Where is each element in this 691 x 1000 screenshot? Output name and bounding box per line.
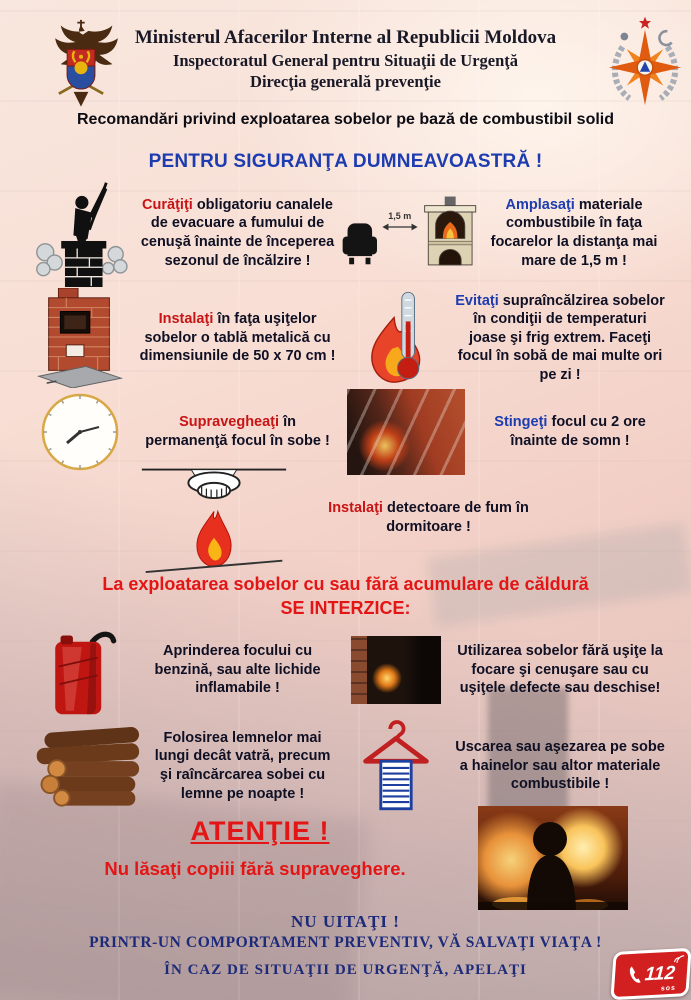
recommendation-item (341, 388, 669, 476)
recommendation-item (341, 288, 669, 388)
prohibition-text: Uscarea sau aşezarea pe sobe a hainelor sau altor materiale combustibile ! (455, 739, 665, 793)
recommendation-item (26, 178, 341, 288)
igsu-emblem-icon (602, 12, 688, 116)
safety-heading: PENTRU SIGURANŢA DUMNEAVOASTRĂ ! (148, 151, 543, 172)
prohibition-heading-line1: La exploatarea sobelor cu sau fără acumulare de căldură (102, 574, 589, 594)
keyword: Amplasaţi (505, 196, 575, 213)
emergency-number: 112 (644, 962, 676, 985)
child-fire-photo (478, 806, 628, 910)
recommendation-row (26, 388, 669, 476)
emergency-sos-label: sos (660, 984, 677, 993)
keyword: Stingeţi (494, 414, 548, 431)
recommendation-text: Curăţiţi obligatoriu canalele de evacuare a fumului de cenuşă înainte de începerea sezonul de încălzire ! (140, 196, 335, 269)
jerrycan-icon (41, 624, 119, 716)
thermometer-fire-icon (361, 290, 431, 386)
prohibition-item (341, 714, 669, 818)
poster-subtitle: Recomandări privind exploatarea sobelor pe bază de combustibil solid (76, 111, 615, 128)
keyword: Instalaţi (158, 311, 214, 328)
footer-line3: ÎN CAZ DE SITUAŢII DE URGENŢĂ, APELAŢI (164, 962, 527, 978)
clothes-hanger-icon (358, 716, 434, 816)
prohibition-text: Folosirea lemnelor mai lungi decât vatră, precum şi raîncărcarea sobei cu lemne pe noapte ! (154, 729, 331, 802)
keyword: Curăţiţi (142, 196, 193, 213)
footer-line1: NU UITAŢI ! (291, 912, 400, 931)
prohibition-text: Utilizarea sobelor fără uşiţe la focare şi cenuşare sau cu uşiţele defecte sau deschise! (457, 643, 663, 697)
recommendation-row (0, 466, 691, 570)
masonry-stove-icon (421, 194, 479, 272)
recommendation-text: Stingeţi focul cu 2 ore înainte de somn ! (494, 414, 646, 449)
prohibition-text: Aprinderea focului cu benzină, sau alte lichide inflamabile ! (154, 643, 321, 697)
fireplace-photo (351, 636, 441, 704)
keyword: Instalaţi (328, 500, 383, 517)
prohibition-heading (0, 572, 691, 621)
prohibition-heading-line2: SE INTERZICE: (280, 598, 411, 619)
recommendation-item (341, 178, 669, 288)
recommendation-text: Supravegheaţi în permanenţă focul în sobe ! (145, 414, 330, 449)
recommendation-text: Instalaţi în faţa uşiţelor sobelor o tablă metalică cu dimensiunile de 50 x 70 cm ! (139, 311, 336, 365)
prohibition-row (26, 624, 669, 716)
recommendation-item (26, 288, 341, 388)
attention-message: Nu lăsaţi copiii fără supraveghere. (104, 858, 406, 879)
recommendation-text: Instalaţi detectoare de fum în dormitoare ! (328, 500, 529, 535)
ministry-title: Ministerul Afacerilor Interne al Republicii Moldova (134, 27, 557, 48)
prohibition-item (26, 714, 341, 818)
header (104, 26, 587, 93)
wall-clock-icon (40, 392, 120, 472)
emergency-112-badge (610, 948, 691, 1000)
signal-waves-icon (673, 953, 686, 964)
stove-fire-photo (347, 389, 465, 475)
recommendation-text: Evitaţi supraîncălzirea sobelor în condiţii de temperaturi joase şi frig extrem. Faceţi focul în sobă de mai multe ori pe zi ! (455, 292, 665, 383)
smoke-detector-icon (134, 462, 294, 574)
distance-arrow-icon (381, 222, 419, 232)
prohibition-row (26, 714, 669, 818)
brick-stove-icon (36, 288, 124, 388)
prohibition-item (26, 624, 341, 716)
keyword: Supravegheaţi (179, 414, 280, 431)
firewood-logs-icon (27, 724, 143, 808)
prohibition-item (341, 624, 669, 716)
recommendation-row (26, 288, 669, 388)
recommendation-text: Amplasaţi materiale combustibile în faţa focarelor la distanţa mai mare de 1,5 m ! (490, 196, 658, 269)
distance-label: 1,5 m (388, 211, 412, 221)
inspectorate-title: Inspectoratul General pentru Situaţii de Urgenţă (172, 50, 519, 70)
directorate-title: Direcţia generală prevenţie (250, 72, 441, 92)
armchair-icon (341, 218, 379, 268)
footer-line2: PRINTR-UN COMPORTAMENT PREVENTIV, VĂ SALVAŢI VIAŢA ! (89, 934, 602, 951)
chimney-sweep-icon (32, 179, 128, 287)
phone-icon (626, 964, 643, 985)
attention-title: ATENŢIE ! (190, 816, 330, 846)
recommendation-row (26, 178, 669, 288)
keyword: Evitaţi (455, 292, 499, 309)
